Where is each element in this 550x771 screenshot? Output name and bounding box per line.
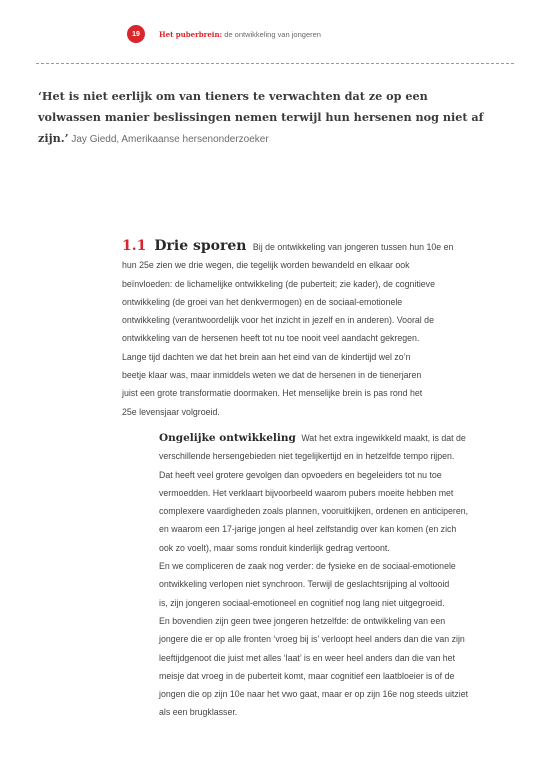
body-text-line: ontwikkeling (de groei van het denkvermogen) en de sociaal-emotionele — [122, 296, 403, 307]
body-text-line: is, zijn jongeren sociaal-emotioneel en cognitief nog lang niet uitgegroeid. — [159, 597, 445, 608]
section-drie-sporen — [122, 237, 502, 421]
body-text-line: vermoedden. Het verklaart bijvoorbeeld waarom pubers moeite hebben met — [159, 487, 454, 498]
page-number-badge: 19 — [127, 25, 145, 43]
body-text-line: beïnvloeden: de lichamelijke ontwikkeling (de puberteit; zie kader), de cognitieve — [122, 278, 435, 289]
body-text-line: juist een grote transformatie doormaken. Het menselijke brein is pas rond het — [122, 388, 423, 399]
body-text-line: leeftijdgenoot die juist met alles ‘laat’ is en weer heel anders dan die van het — [159, 652, 456, 663]
body-text-line: En bovendien zijn geen twee jongeren hetzelfde: de ontwikkeling van een — [159, 615, 446, 626]
quote-attribution: Jay Giedd, Amerikaanse hersenonderzoeker — [68, 134, 269, 145]
subsection-title: Ongelijke ontwikkeling — [159, 432, 296, 444]
section-first-line — [122, 237, 502, 256]
body-text-line: Lange tijd dachten we dat het brein aan het eind van de kindertijd wel zo’n — [122, 351, 411, 362]
running-head — [159, 30, 321, 39]
running-head-subtitle: de ontwikkeling van jongeren — [222, 29, 321, 39]
body-text-line: ook zo voelt), maar soms ronduit kinderlijk gedrag vertoont. — [159, 542, 390, 553]
body-text-line: beetje klaar was, maar inmiddels weten we dat de hersenen in de tienerjaren — [122, 370, 422, 381]
subsection-ongelijke-ontwikkeling — [159, 429, 504, 722]
body-text-line: en waarom een 17-jarige jongen al heel zelfstandig over kan komen (en zich — [159, 524, 457, 535]
body-text-line: als een brugklasser. — [159, 707, 238, 718]
dashed-divider-top — [36, 63, 514, 64]
quote-line: ‘Het is niet eerlijk om van tieners te verwachten dat ze op een — [38, 89, 428, 103]
running-head-title: Het puberbrein: — [159, 29, 223, 39]
page-header — [127, 25, 321, 43]
body-text-line: hun 25e zien we drie wegen, die tegelijk worden bewandeld en elkaar ook — [122, 260, 410, 271]
quote-line: zijn.’ Jay Giedd, Amerikaanse hersenonderzoeker — [38, 131, 269, 145]
body-text-line: verschillende hersengebieden niet tegelijkertijd en in hetzelfde tempo rijpen. — [159, 451, 455, 462]
body-text-line: ontwikkeling van de hersenen heeft tot nu toe nooit veel aandacht gekregen. — [122, 333, 420, 344]
quote-line: volwassen manier beslissingen nemen terwijl hun hersenen nog niet af — [38, 110, 484, 124]
body-text-line: jongere die er op alle fronten ‘vroeg bij is’ verloopt heel anders dan die van zijn — [159, 634, 465, 645]
section-title: Drie sporen — [154, 238, 247, 254]
body-text-line: complexere vaardigheden zoals plannen, vooruitkijken, ordenen en anticiperen, — [159, 506, 469, 517]
body-text-line: jongen die op zijn 10e naar het vwo gaat, maar er op zijn 16e nog steeds uitziet — [159, 689, 469, 700]
body-text-line: ontwikkeling (verantwoordelijk voor het inzicht in jezelf en in anderen). Vooral de — [122, 315, 434, 326]
body-text-line: meisje dat vroeg in de puberteit komt, maar cognitief een laatbloeier is of de — [159, 670, 455, 681]
body-text-line: Bij de ontwikkeling van jongeren tussen hun 10e en — [250, 242, 454, 252]
section-number: 1.1 — [122, 238, 147, 254]
body-text-line: 25e levensjaar volgroeid. — [122, 406, 220, 417]
body-text-line: ontwikkeling verlopen niet synchroon. Terwijl de geslachtsrijping al voltooid — [159, 579, 450, 590]
subsection-first-line — [159, 429, 504, 447]
pull-quote — [38, 86, 508, 150]
body-text-line: En we compliceren de zaak nog verder: de fysieke en de sociaal-emotionele — [159, 561, 456, 572]
body-text-line: Dat heeft veel grotere gevolgen dan opvoeders en begeleiders tot nu toe — [159, 469, 442, 480]
body-text-line: Wat het extra ingewikkeld maakt, is dat de — [298, 433, 466, 443]
